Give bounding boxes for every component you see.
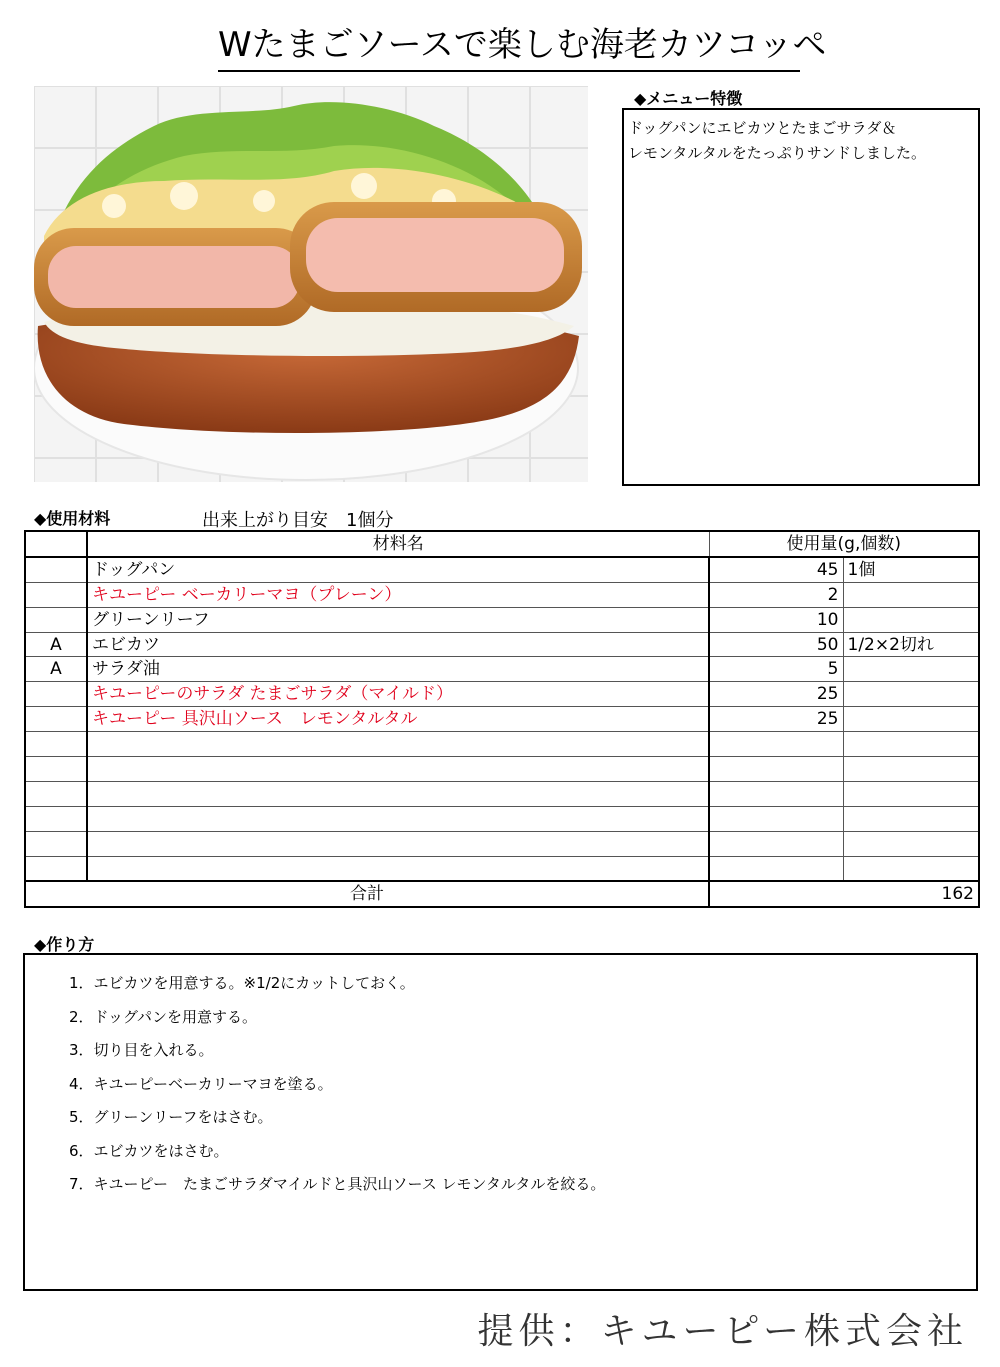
total-label: 合計 (25, 881, 709, 907)
row-amount: 25 (709, 707, 843, 732)
feature-line: レモンタルタルをたっぷりサンドしました。 (628, 144, 927, 162)
table-row (25, 632, 979, 657)
method-step: 1．エビカツを用意する。※1/2にカットしておく。 (69, 974, 415, 992)
row-amount (709, 831, 843, 856)
row-note (843, 831, 979, 856)
row-name: キユーピー ベーカリーマヨ（プレーン） (87, 582, 709, 607)
row-amount: 2 (709, 582, 843, 607)
row-name (87, 806, 709, 831)
feature-box (622, 108, 980, 486)
table-row (25, 806, 979, 831)
row-amount: 50 (709, 632, 843, 657)
row-amount (709, 732, 843, 757)
row-name (87, 831, 709, 856)
row-amount (709, 856, 843, 881)
method-heading: ◆作り方 (34, 935, 95, 954)
table-row (25, 582, 979, 607)
row-amount (709, 757, 843, 782)
row-name (87, 856, 709, 881)
row-note (843, 657, 979, 682)
method-step: 2．ドッグパンを用意する。 (69, 1007, 258, 1026)
table-row (25, 657, 979, 682)
row-name (87, 781, 709, 806)
row-mark (25, 732, 87, 757)
row-name: サラダ油 (87, 657, 709, 682)
total-row (25, 881, 979, 907)
row-note: 1個 (843, 557, 979, 582)
ingredients-table (24, 530, 980, 908)
row-mark (25, 557, 87, 582)
sandwich-photo (34, 86, 588, 482)
table-row (25, 831, 979, 856)
method-step: 5．グリーンリーフをはさむ。 (69, 1108, 273, 1126)
row-name: キユーピーのサラダ たまごサラダ（マイルド） (87, 682, 709, 707)
feature-line: ドッグパンにエビカツとたまごサラダ＆ (628, 119, 897, 137)
row-name (87, 757, 709, 782)
total-value: 162 (709, 881, 979, 907)
table-row (25, 757, 979, 782)
feature-heading: ◆メニュー特徴 (634, 89, 743, 108)
feature-text (624, 110, 978, 172)
table-row (25, 607, 979, 632)
row-note (843, 682, 979, 707)
table-header-row (25, 531, 979, 557)
row-mark (25, 582, 87, 607)
table-row (25, 781, 979, 806)
method-steps (25, 955, 976, 1202)
table-row (25, 856, 979, 881)
table-row (25, 707, 979, 732)
method-step: 4．キユーピーベーカリーマヨを塗る。 (69, 1074, 333, 1093)
method-step: 7．キユーピー たまごサラダマイルドと具沢山ソース レモンタルタルを絞る。 (69, 1175, 606, 1193)
row-name: ドッグパン (87, 557, 709, 582)
row-mark (25, 831, 87, 856)
row-mark (25, 806, 87, 831)
row-amount: 45 (709, 557, 843, 582)
method-step: 6．エビカツをはさむ。 (69, 1141, 229, 1160)
row-name: キユーピー 具沢山ソース レモンタルタル (87, 707, 709, 732)
row-mark: A (25, 632, 87, 657)
row-note (843, 757, 979, 782)
table-row (25, 557, 979, 582)
row-mark (25, 682, 87, 707)
row-amount (709, 781, 843, 806)
row-name (87, 732, 709, 757)
row-note (843, 732, 979, 757)
yield-label: 出来上がり目安 1個分 (202, 510, 394, 531)
row-mark (25, 757, 87, 782)
row-amount: 10 (709, 607, 843, 632)
row-mark: A (25, 657, 87, 682)
row-amount (709, 806, 843, 831)
credit: 提供：キユーピー株式会社 (477, 1311, 968, 1352)
page-title: Wたまごソースで楽しむ海老カツコッペ (218, 22, 800, 72)
row-note (843, 607, 979, 632)
header-mark (25, 531, 87, 557)
method-box (23, 953, 978, 1291)
ingredients-heading: ◆使用材料 (34, 509, 111, 528)
row-mark (25, 781, 87, 806)
row-note (843, 582, 979, 607)
header-amount: 使用量(g,個数) (709, 531, 979, 557)
row-mark (25, 856, 87, 881)
method-step: 3．切り目を入れる。 (69, 1041, 214, 1059)
row-note (843, 781, 979, 806)
row-name: グリーンリーフ (87, 607, 709, 632)
row-note: 1/2×2切れ (843, 632, 979, 657)
row-mark (25, 707, 87, 732)
row-note (843, 806, 979, 831)
table-row (25, 682, 979, 707)
row-note (843, 707, 979, 732)
row-mark (25, 607, 87, 632)
row-note (843, 856, 979, 881)
row-amount: 5 (709, 657, 843, 682)
row-amount: 25 (709, 682, 843, 707)
row-name: エビカツ (87, 632, 709, 657)
table-row (25, 732, 979, 757)
header-name: 材料名 (87, 531, 709, 557)
